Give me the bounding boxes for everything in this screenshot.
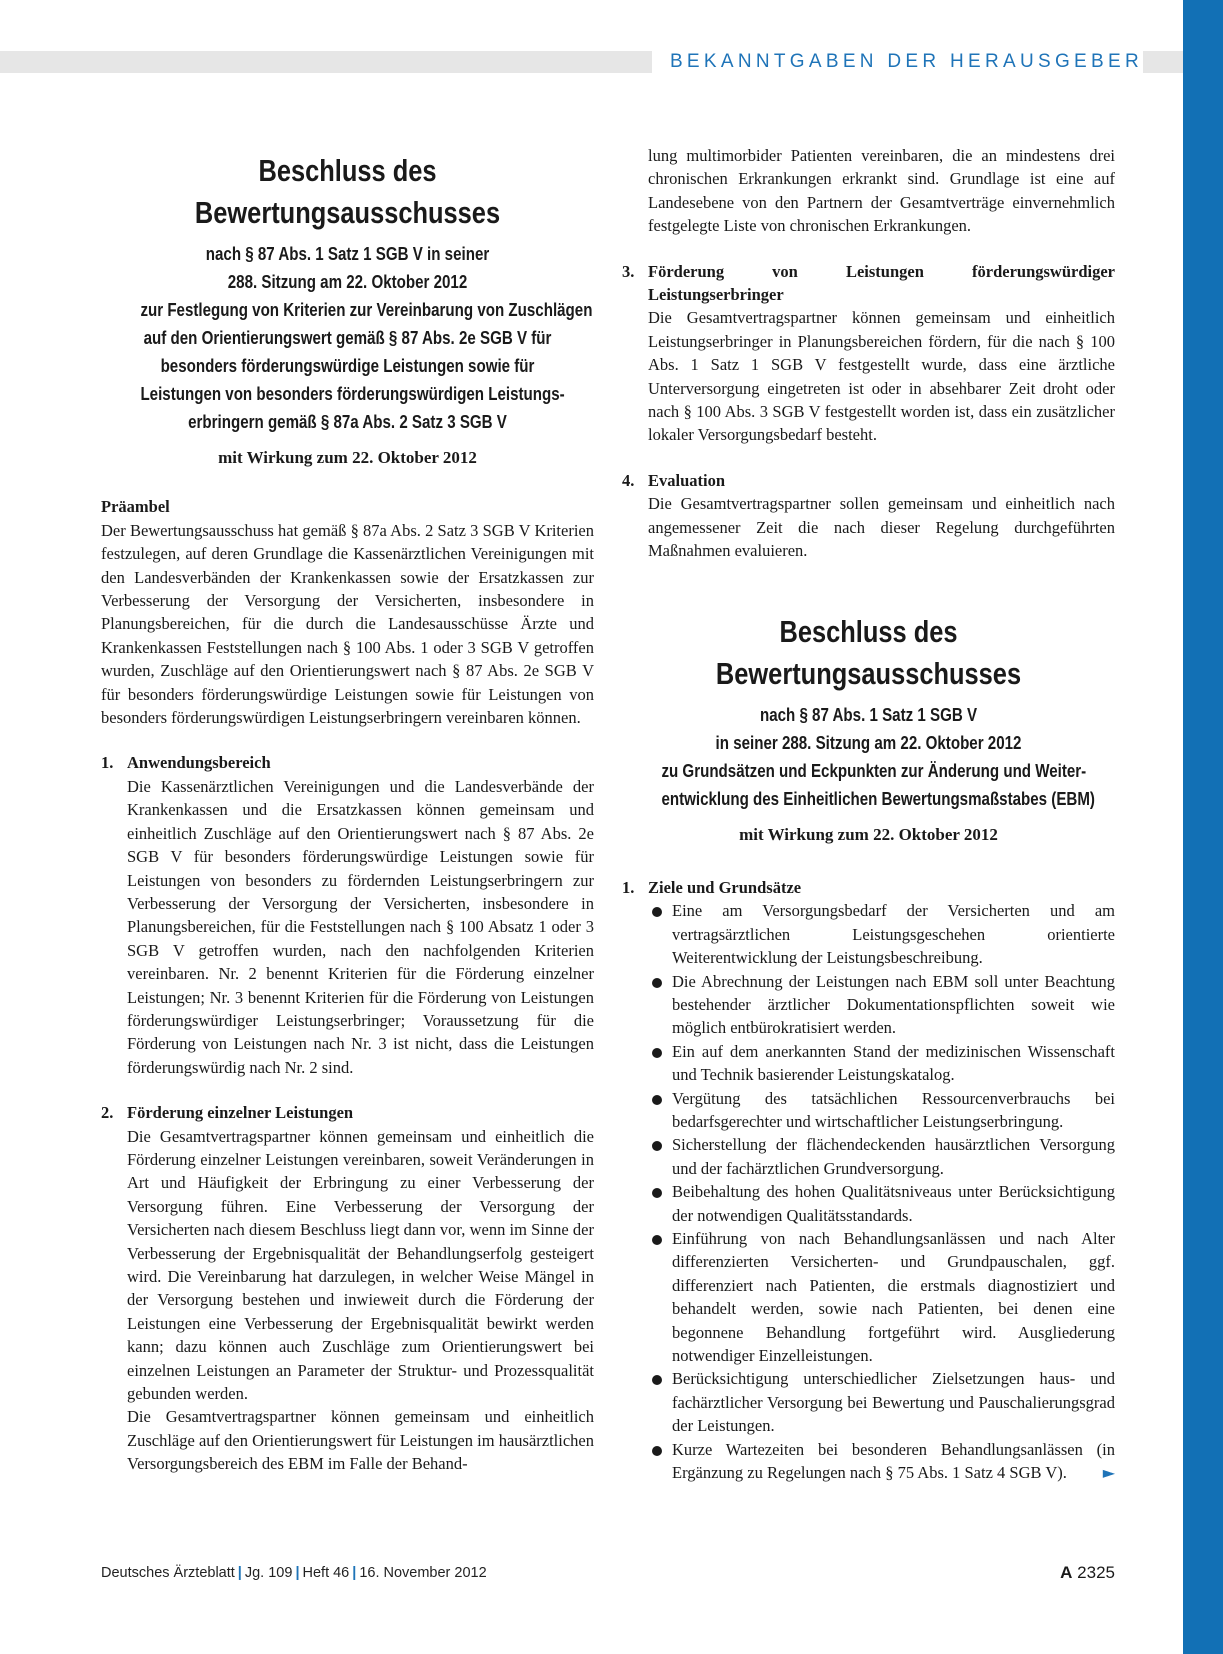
doc1-subtitle-line: 288. Sitzung am 22. Oktober 2012 <box>227 272 468 292</box>
page-number-value: 2325 <box>1077 1563 1115 1582</box>
section-paragraph: Die Gesamtvertragspartner können gemeinsam und einheitlich die Förderung einzelner Leistungen vereinbaren, soweit Veränderungen in Art und Häufigkeit der Erbringung zu einer Verbesserung der Versorgung führen. Eine Verbesserung der Versorgung der Versicherten nach diesem Beschluss liegt dann vor, wenn im Sinne der Verbesserung der Ergebnisqualität der Behandlungserfolg gesteigert wird. Die Vereinbarung hat darzulegen, in welcher Weise Mängel in der Versorgung bestehen und inwieweit durch die Förderung der Leistungen eine Verbesserung der Ergebnisqualität bewirkt werden kann; dazu können auch Zuschläge zum Orientierungswert bei einzelnen Leistungen an Parameter der Struktur- und Prozessqualität gebunden werden. <box>127 1126 594 1404</box>
doc1-subtitle <box>140 240 593 436</box>
bullet-icon <box>652 1188 662 1198</box>
list-item-text: Beibehaltung des hohen Qualitätsniveaus unter Berücksichtigung der notwendigen Qualitätsstandards. <box>672 1182 1115 1225</box>
preamble-heading: Präambel <box>101 497 170 517</box>
doc1-subtitle-line: auf den Orientierungswert gemäß § 87 Abs. 2e SGB V für <box>143 328 552 348</box>
list-item-text: Eine am Versorgungsbedarf der Versicherten und am vertragsärztlichen Leistungsgeschehen orientierte Weiterentwicklung der Leistungsbeschreibung. <box>672 901 1115 968</box>
section-title: Förderung von Leistungen förderungswürdiger Leistungserbringer <box>648 261 1115 305</box>
doc2-title-line: Beschluss des <box>779 613 958 649</box>
journal-date: 16. November 2012 <box>359 1565 487 1581</box>
list-item-text: Sicherstellung der flächendeckenden hausärztlichen Versorgung und der fachärztlichen Grundversorgung. <box>672 1135 1115 1178</box>
list-item <box>648 1133 1115 1180</box>
list-item <box>648 1438 1115 1485</box>
doc2-effect-date: mit Wirkung zum 22. Oktober 2012 <box>739 824 998 844</box>
doc1-section-1 <box>101 751 594 1079</box>
bullet-icon <box>652 978 662 988</box>
doc2-subtitle-line: zu Grundsätzen und Eckpunkten zur Änderung und Weiter- <box>661 760 1087 781</box>
doc1-subtitle-line: zur Festlegung von Kriterien zur Vereinbarung von Zuschlägen <box>140 300 593 320</box>
doc1-subtitle-line: nach § 87 Abs. 1 Satz 1 SGB V in seiner <box>205 244 490 264</box>
header-bar <box>0 51 1183 73</box>
section-title: Evaluation <box>648 470 726 490</box>
bullet-icon <box>652 1141 662 1151</box>
left-column <box>101 150 594 1476</box>
doc2-subtitle-line: entwicklung des Einheitlichen Bewertungsmaßstabes (EBM) <box>661 788 1095 809</box>
doc1-section-3 <box>622 260 1115 447</box>
list-item <box>648 899 1115 969</box>
section-number: 4. <box>622 470 635 490</box>
list-item <box>648 1227 1115 1367</box>
doc1-section-4 <box>622 469 1115 563</box>
doc1-effect-date: mit Wirkung zum 22. Oktober 2012 <box>218 448 477 467</box>
doc1-subtitle-line: erbringern gemäß § 87a Abs. 2 Satz 3 SGB V <box>188 412 507 432</box>
page-footer <box>101 1563 1115 1589</box>
section-number: 2. <box>101 1103 114 1123</box>
doc1-title-line: Beschluss des <box>258 153 437 188</box>
doc2-subtitle-line: in seiner 288. Sitzung am 22. Oktober 2012 <box>715 732 1022 753</box>
doc2-title-line: Bewertungsausschusses <box>715 655 1022 691</box>
section-title: Ziele und Grundsätze <box>648 877 802 897</box>
section-paragraph: Die Gesamtvertragspartner sollen gemeinsam und einheitlich nach angemessener Zeit die nach dieser Regelung durchgeführten Maßnahmen evaluieren. <box>648 494 1115 561</box>
section-paragraph: Die Gesamtvertragspartner können gemeinsam und einheitlich Zuschläge auf den Orientierungswert für Leistungen im hausärztlichen Versorgungsbereich des EBM im Falle der Behand- <box>127 1407 594 1474</box>
section-title: Anwendungsbereich <box>127 753 271 773</box>
list-item-text: Berücksichtigung unterschiedlicher Zielsetzungen haus- und fachärztlicher Versorgung bei Bewertung und Pauschalierungsgrad der Leistungen. <box>672 1369 1115 1436</box>
goals-list <box>622 899 1115 1484</box>
page-number <box>1060 1563 1115 1583</box>
side-color-strip <box>1183 0 1223 1654</box>
doc2-subtitle-line: nach § 87 Abs. 1 Satz 1 SGB V <box>759 704 978 725</box>
list-item <box>648 1040 1115 1087</box>
doc1-title-line: Bewertungsausschusses <box>194 195 501 230</box>
section-paragraph: Die Kassenärztlichen Vereinigungen und die Landesverbände der Krankenkassen und die Ersatzkassen können gemeinsam und einheitlich Zuschläge auf den Orientierungswert nach § 87 Abs. 2e SGB V für besonders förderungswürdige Leistungen sowie für Leistungen von besonders zu fördernden Leistungserbringern zur Verbesserung der Versorgung der Versicherten, insbesondere in Planungsbereichen, für die Feststellungen nach § 100 Absatz 1 oder 3 SGB V getroffen wurden, nach den nachfolgenden Kriterien vereinbaren. Nr. 2 benennt Kriterien für die Förderung einzelner Leistungen; Nr. 3 benennt Kriterien für die Förderung von Leistungen förderungswürdiger Leistungserbringer; Voraussetzung für die Förderung von Leistungen nach Nr. 3 ist nicht, dass die Leistungen förderungswürdig nach Nr. 2 sind. <box>127 776 594 1077</box>
section-label: BEKANNTGABEN DER HERAUSGEBER <box>652 51 1143 73</box>
section-number: 3. <box>622 261 635 281</box>
journal-volume: Jg. 109 <box>244 1565 293 1581</box>
journal-name: Deutsches Ärzteblatt <box>101 1565 235 1581</box>
section-2-continuation: lung multimorbider Patienten vereinbaren, die an mindestens drei chronischen Erkrankungen erkrankt sind. Grundlage ist eine auf Landesebene von den Partnern der Gesamtverträge einvernehmlich festgelegte Liste von chronischen Erkrankungen. <box>648 146 1115 236</box>
list-item-text: Kurze Wartezeiten bei besonderen Behandlungsanlässen (in Ergänzung zu Regelungen nach § 75 Abs. 1 Satz 4 SGB V). <box>672 1439 1115 1483</box>
list-item-text: Die Abrechnung der Leistungen nach EBM soll unter Beachtung bestehender ärztlicher Dokumentationspflichten soweit wie möglich entbürokratisiert werden. <box>672 971 1115 1038</box>
section-title: Förderung einzelner Leistungen <box>127 1103 354 1123</box>
bullet-icon <box>652 1375 662 1385</box>
list-item-text: Ein auf dem anerkannten Stand der medizinischen Wissenschaft und Technik basierender Leistungskatalog. <box>672 1041 1115 1085</box>
list-item <box>648 1180 1115 1227</box>
doc1-subtitle-line: besonders förderungswürdige Leistungen sowie für <box>160 356 535 376</box>
list-item <box>648 970 1115 1040</box>
list-item <box>648 1367 1115 1437</box>
section-number: 1. <box>101 753 114 773</box>
list-item <box>648 1087 1115 1134</box>
right-column <box>622 146 1115 1484</box>
list-item-text: Vergütung des tatsächlichen Ressourcenverbrauchs bei bedarfsgerechter und wirtschaftlicher Leistungserbringung. <box>672 1088 1115 1131</box>
bullet-icon <box>652 1048 662 1058</box>
doc2-subtitle <box>661 701 1095 813</box>
bullet-icon <box>652 1235 662 1245</box>
bullet-icon <box>652 907 662 917</box>
list-item-text: Einführung von nach Behandlungsanlässen und nach Alter differenzierten Versicherten- und Grundpauschalen, ggf. differenziert nach Patienten, die erstmals diagnostiziert und behandelt werden, sowie nach Patienten, bei denen eine begonnene Behandlung fortgeführt wird. Ausgliederung notwendiger Einzelleistungen. <box>672 1229 1115 1366</box>
section-number: 1. <box>622 877 635 897</box>
page-prefix: A <box>1060 1563 1073 1582</box>
bullet-icon <box>652 1095 662 1105</box>
doc1-section-2 <box>101 1101 594 1476</box>
continue-arrow-icon: ► <box>1102 1463 1115 1483</box>
doc1-title <box>145 150 549 234</box>
doc2-section-1 <box>622 876 1115 1485</box>
doc1-subtitle-line: Leistungen von besonders förderungswürdigen Leistungs- <box>140 384 565 404</box>
doc2-title <box>666 611 1070 695</box>
preamble-text: Der Bewertungsausschuss hat gemäß § 87a Abs. 2 Satz 3 SGB V Kriterien festzulegen, auf deren Grundlage die Kassenärztlichen Vereinigungen mit den Landesverbänden der Krankenkassen sowie der Ersatzkassen zur Verbesserung der Versorgung der Versicherten, insbesondere in Planungsbereichen, für die durch die Landesausschüsse Ärzte und Krankenkassen Feststellungen nach § 100 Abs. 1 oder 3 SGB V getroffen wurden, Zuschläge auf den Orientierungswert nach § 87 Abs. 2e SGB V für besonders förderungswürdige Leistungen sowie für Leistungen von besonders förderungswürdigen Leistungserbringern vereinbaren können. <box>101 520 594 728</box>
section-paragraph: Die Gesamtvertragspartner können gemeinsam und einheitlich Leistungserbringer in Planungsbereichen fördern, für die nach § 100 Abs. 1 Satz 1 SGB V festgestellt wurde, dass eine ärztliche Unterversorgung eingetreten ist oder in absehbarer Zeit droht oder nach § 100 Abs. 3 SGB V festgestellt worden ist, dass ein zusätzlicher lokaler Versorgungsbedarf besteht. <box>648 308 1115 445</box>
bullet-icon <box>652 1446 662 1456</box>
journal-issue: Heft 46 <box>302 1565 350 1581</box>
footer-citation: Deutsches Ärzteblatt | Jg. 109 | Heft 46 | 16. November 2012 <box>101 1565 487 1581</box>
